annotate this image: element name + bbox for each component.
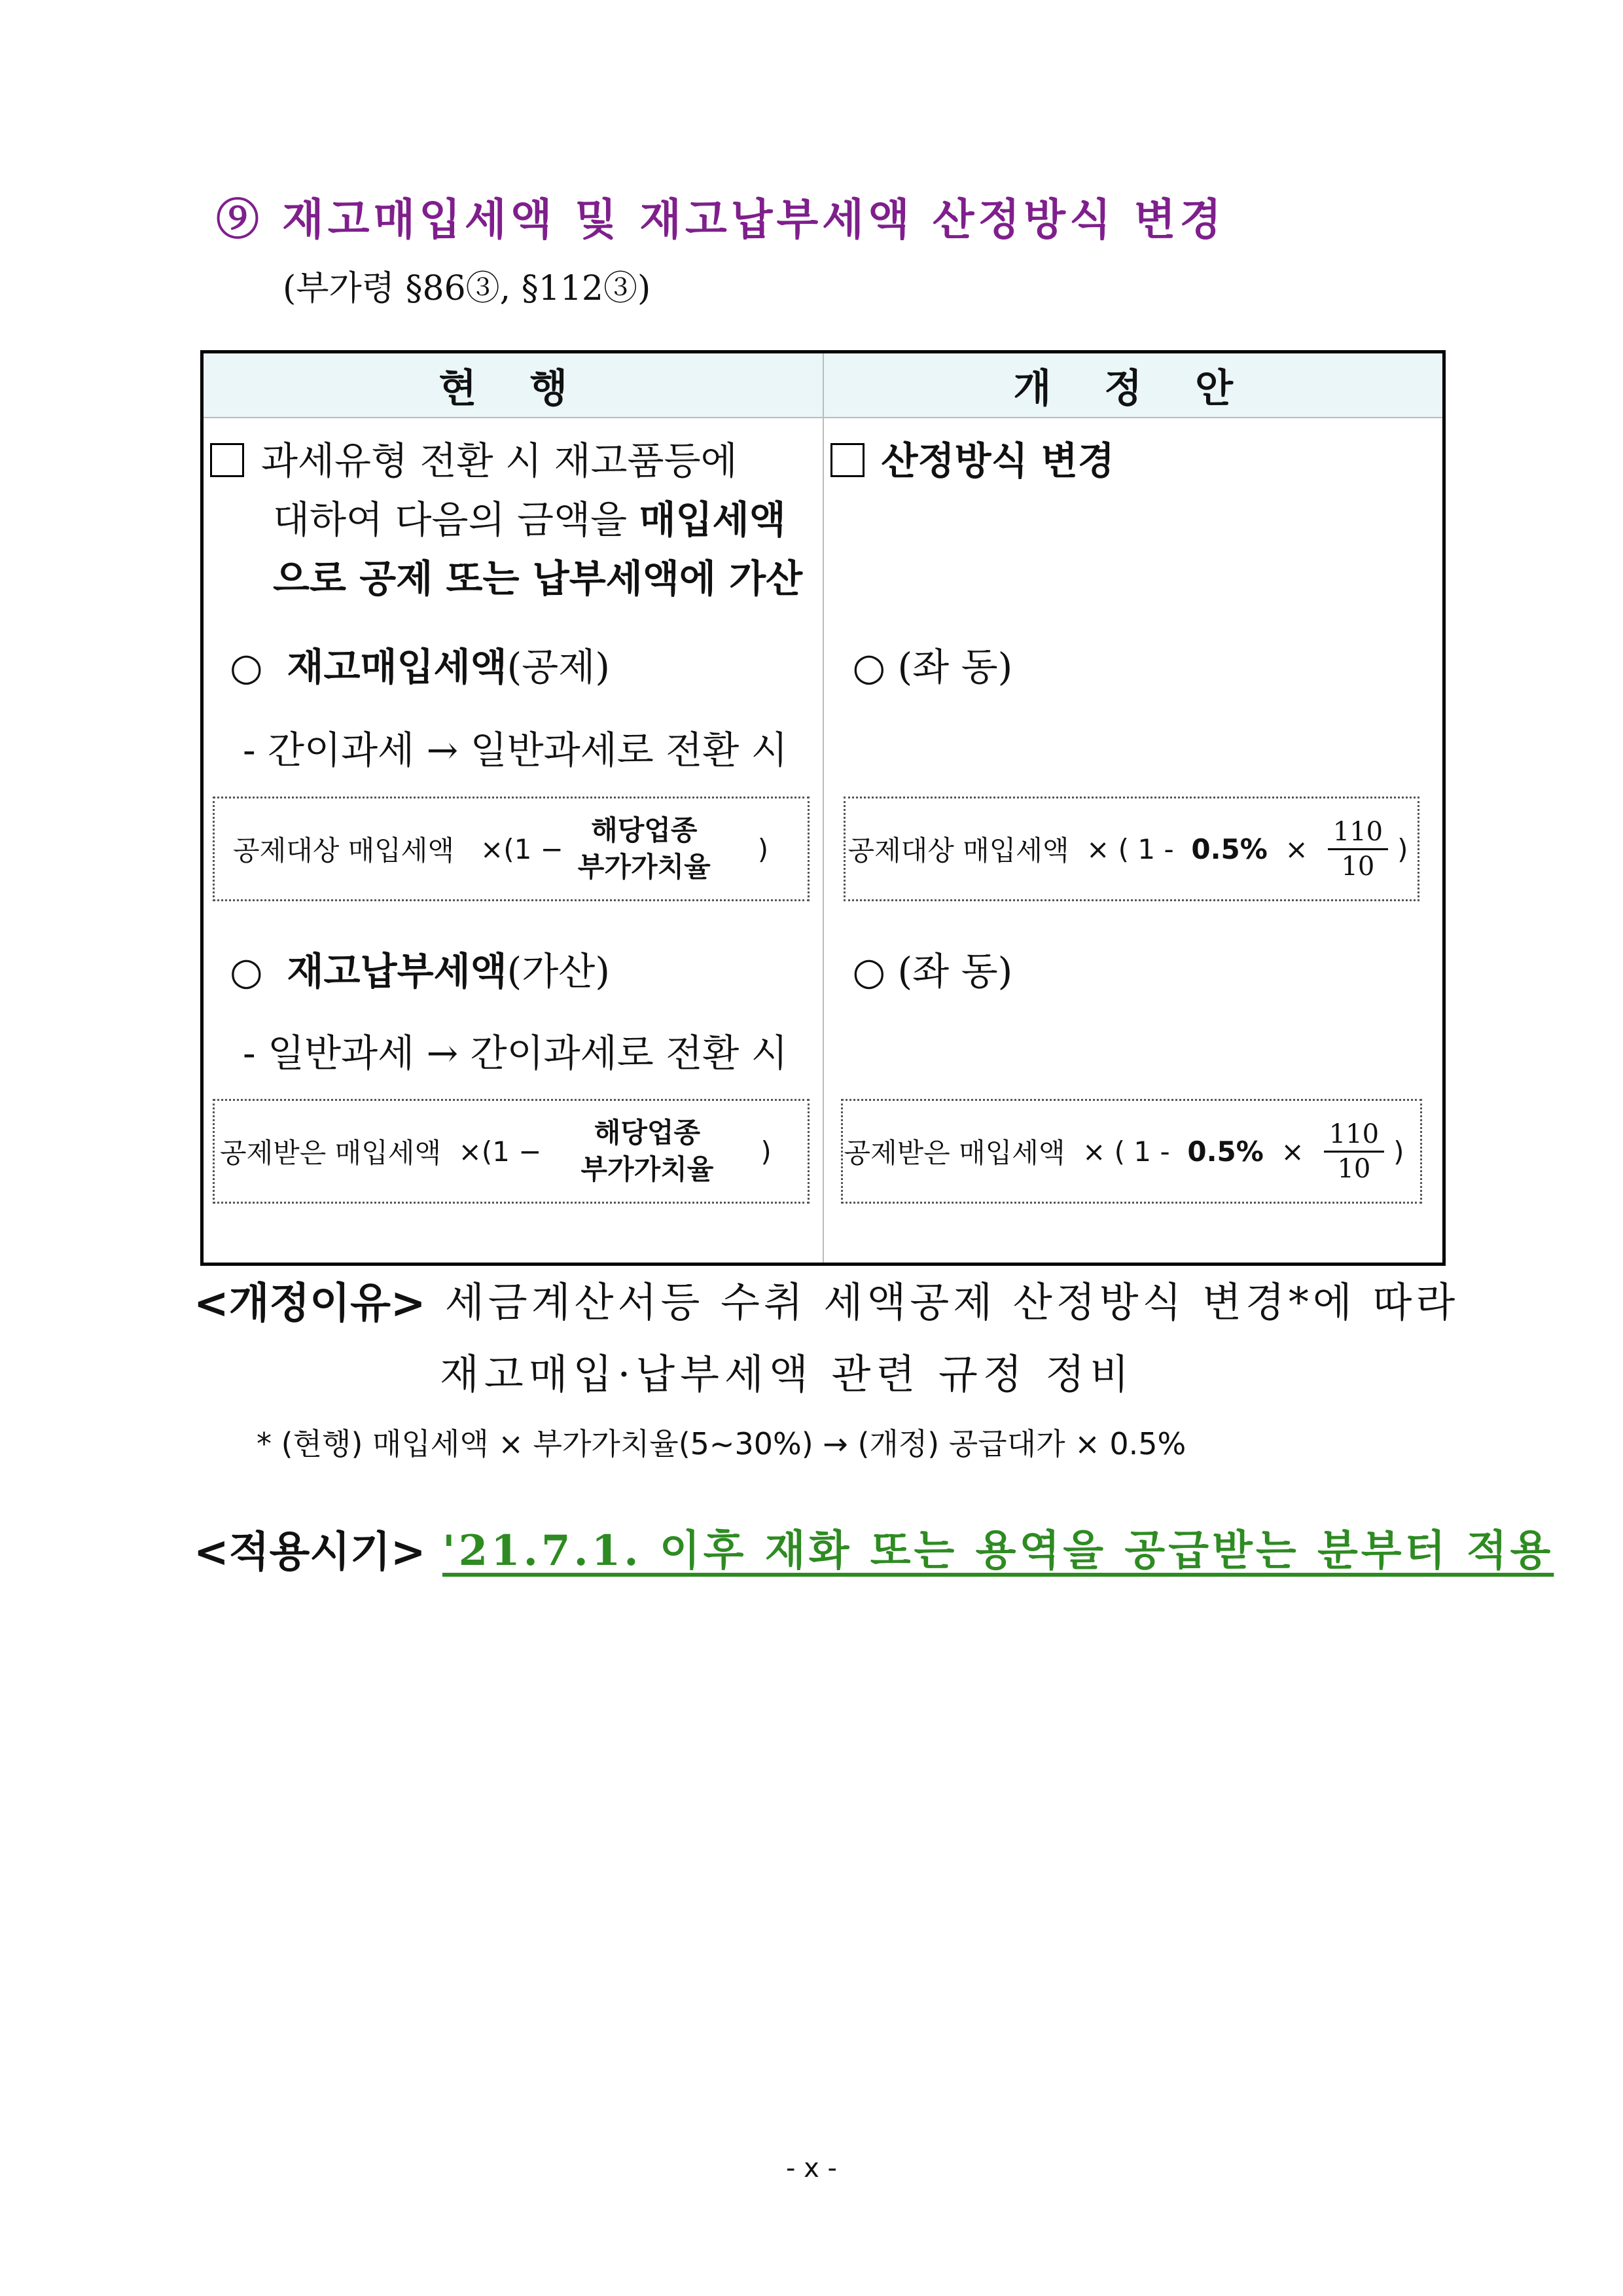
comparison-table [200,350,1446,1266]
checkbox-square-icon [210,443,244,477]
apply-label: <적용시기> [194,1528,426,1577]
current-item1-sub: - 간이과세 → 일반과세로 전환 시 [243,728,788,772]
bullet-circle-icon: ○ [230,949,263,994]
proposed-column [823,418,1444,1265]
header-current: 현 행 [202,352,823,418]
proposed-item1: ○ (좌 동) [852,645,1013,689]
legal-reference: (부가령 §86③, §112③) [283,269,651,308]
reason-label: <개정이유> [194,1280,426,1328]
current-column [202,418,823,1265]
current-intro: 과세유형 전환 시 재고품등에 [210,431,738,490]
proposed-formula1: 공제대상 매입세액 × ( 1 - 0.5% × $\frac{110}{10}$ ) [844,797,1419,901]
reason-line1: 세금계산서등 수취 세액공제 산정방식 변경*에 따라 [445,1278,1459,1326]
proposed-item2: ○ (좌 동) [852,949,1013,994]
apply-text: '21.7.1. 이후 재화 또는 용역을 공급받는 분부터 적용 [442,1526,1554,1575]
proposed-formula2: 공제받은 매입세액 × ( 1 - 0.5% × $\frac{110}{10}$ ) [841,1099,1422,1204]
reason-line2: 재고매입·납부세액 관련 규정 정비 [440,1350,1135,1398]
section-title: ⑨ 재고매입세액 및 재고납부세액 산정방식 변경 [216,194,1226,245]
checkbox-square-icon [830,443,865,477]
reason-footnote: * (현행) 매입세액 × 부가가치율(5~30%) → (개정) 공급대가 × 0.5% [257,1426,1186,1462]
bullet-circle-icon: ○ [230,645,263,689]
current-item2-sub: - 일반과세 → 간이과세로 전환 시 [243,1031,788,1075]
current-item2: ○ 재고납부세액(가산) [230,949,610,994]
current-intro-line2: 대하여 다음의 금액을 매입세액 [273,497,786,542]
current-item1: ○ 재고매입세액(공제) [230,645,610,689]
proposed-intro: 산정방식 변경 [830,431,1115,490]
current-formula1: 공제대상 매입세액 ×(1 − 해당업종 부가가치율 ) [213,797,810,901]
page-number: - x - [786,2153,837,2183]
current-formula2: 공제받은 매입세액 ×(1 − 해당업종 부가가치율 ) [213,1099,810,1204]
header-proposed: 개 정 안 [823,352,1444,418]
current-intro-line3: 으로 공제 또는 납부세액에 가산 [273,556,803,601]
